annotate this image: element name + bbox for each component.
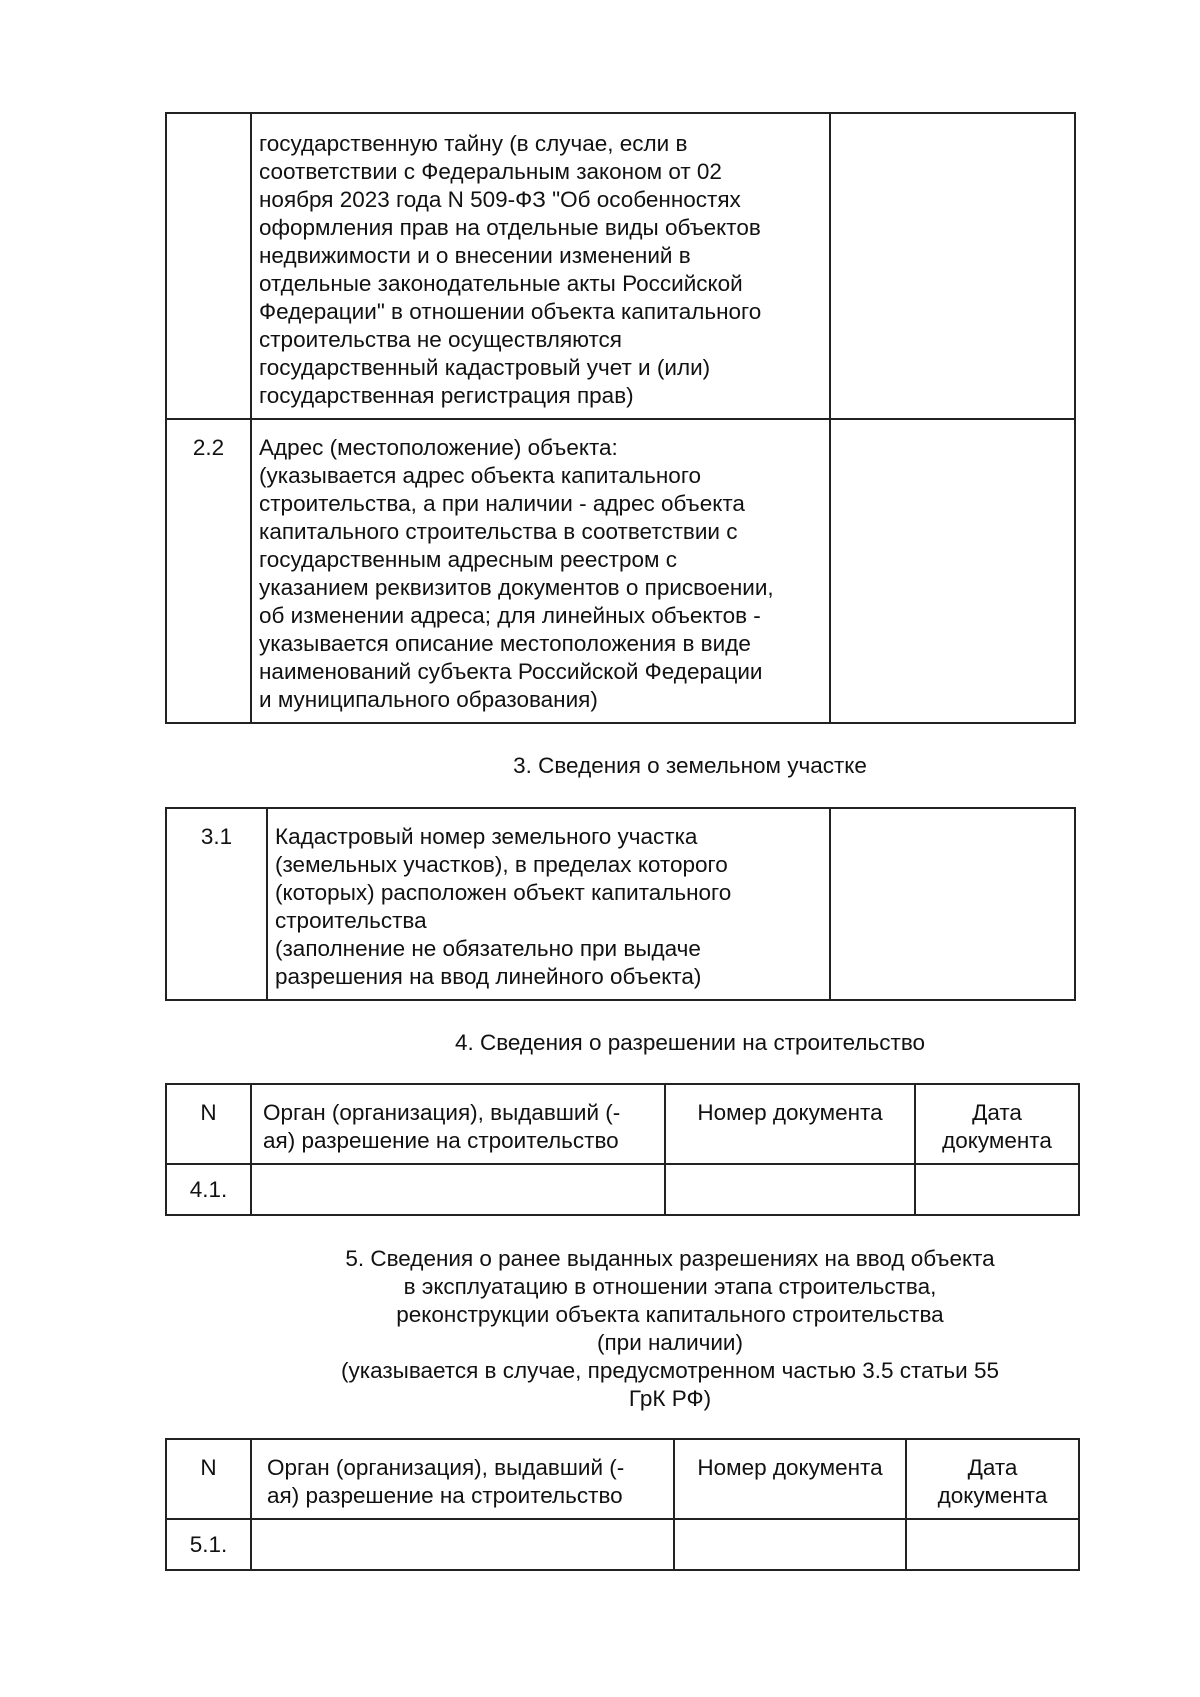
text-line: (которых) расположен объект капитального xyxy=(275,880,732,905)
heading-line: реконструкции объекта капитального строительства xyxy=(396,1302,944,1327)
value-cell[interactable] xyxy=(830,113,1075,419)
row-number: 3.1 xyxy=(166,808,267,1000)
text-line: наименований субъекта Российской Федерации xyxy=(259,659,763,684)
text-line: строительства xyxy=(275,908,427,933)
text-line: указанием реквизитов документов о присвоении, xyxy=(259,575,774,600)
text-line: ая) разрешение на строительство xyxy=(263,1128,619,1153)
text-line: документа xyxy=(942,1128,1052,1153)
section-4-table xyxy=(165,1083,1080,1216)
heading-line: (при наличии) xyxy=(597,1330,743,1355)
column-header-n: N xyxy=(166,1439,251,1519)
column-header-n: N xyxy=(166,1084,251,1164)
organ-cell[interactable] xyxy=(251,1519,674,1570)
column-header-organ xyxy=(251,1439,674,1519)
value-cell[interactable] xyxy=(830,419,1075,723)
text-line: строительства не осуществляются xyxy=(259,327,622,352)
text-line: Адрес (местоположение) объекта: xyxy=(259,435,618,460)
text-line: капитального строительства в соответствии с xyxy=(259,519,738,544)
text-line: недвижимости и о внесении изменений в xyxy=(259,243,691,268)
text-line: ая) разрешение на строительство xyxy=(267,1483,623,1508)
column-header-organ xyxy=(251,1084,665,1164)
row-description xyxy=(251,419,830,723)
section-4-heading: 4. Сведения о разрешении на строительство xyxy=(454,1030,926,1055)
text-line: указывается описание местоположения в виде xyxy=(259,631,751,656)
section-3-table xyxy=(165,807,1076,1001)
table-row xyxy=(166,1519,1079,1570)
table-header-row xyxy=(166,1084,1079,1164)
column-header-date xyxy=(915,1084,1079,1164)
text-line: Кадастровый номер земельного участка xyxy=(275,824,698,849)
organ-cell[interactable] xyxy=(251,1164,665,1215)
date-cell[interactable] xyxy=(906,1519,1079,1570)
text-line: ноября 2023 года N 509-ФЗ "Об особенностях xyxy=(259,187,741,212)
row-description xyxy=(267,808,830,1000)
text-line: и муниципального образования) xyxy=(259,687,598,712)
text-line: Федерации" в отношении объекта капитального xyxy=(259,299,762,324)
column-header-number: Номер документа xyxy=(674,1439,906,1519)
text-line: Орган (организация), выдавший (- xyxy=(263,1100,621,1125)
table-row xyxy=(166,808,1075,1000)
text-line: соответствии с Федеральным законом от 02 xyxy=(259,159,722,184)
heading-line: в эксплуатацию в отношении этапа строительства, xyxy=(403,1274,937,1299)
text-line: государственным адресным реестром с xyxy=(259,547,677,572)
section-2-table xyxy=(165,112,1076,724)
row-description xyxy=(251,113,830,419)
text-line: государственная регистрация прав) xyxy=(259,383,634,408)
text-line: оформления прав на отдельные виды объектов xyxy=(259,215,761,240)
text-line: государственный кадастровый учет и (или) xyxy=(259,355,711,380)
text-line: государственную тайну (в случае, если в xyxy=(259,131,688,156)
text-line: (указывается адрес объекта капитального xyxy=(259,463,702,488)
number-cell[interactable] xyxy=(674,1519,906,1570)
date-cell[interactable] xyxy=(915,1164,1079,1215)
table-row xyxy=(166,419,1075,723)
row-number: 5.1. xyxy=(166,1519,251,1570)
row-number: 2.2 xyxy=(166,419,251,723)
row-number: 4.1. xyxy=(166,1164,251,1215)
text-line: разрешения на ввод линейного объекта) xyxy=(275,964,702,989)
text-line: (земельных участков), в пределах которого xyxy=(275,852,728,877)
number-cell[interactable] xyxy=(665,1164,915,1215)
heading-line: (указывается в случае, предусмотренном частью 3.5 статьи 55 xyxy=(341,1358,999,1383)
column-header-date xyxy=(906,1439,1079,1519)
column-header-number: Номер документа xyxy=(665,1084,915,1164)
section-5-heading xyxy=(285,1245,1055,1413)
text-line: (заполнение не обязательно при выдаче xyxy=(275,936,701,961)
text-line: документа xyxy=(937,1483,1048,1508)
text-line: Дата xyxy=(967,1455,1018,1480)
text-line: отдельные законодательные акты Российской xyxy=(259,271,743,296)
row-number xyxy=(166,113,251,419)
heading-line: 5. Сведения о ранее выданных разрешениях на ввод объекта xyxy=(345,1246,995,1271)
section-3-heading: 3. Сведения о земельном участке xyxy=(513,753,867,778)
text-line: строительства, а при наличии - адрес объекта xyxy=(259,491,745,516)
table-header-row xyxy=(166,1439,1079,1519)
table-row xyxy=(166,113,1075,419)
text-line: Дата xyxy=(972,1100,1022,1125)
heading-line: ГрК РФ) xyxy=(628,1386,712,1411)
value-cell[interactable] xyxy=(830,808,1075,1000)
text-line: Орган (организация), выдавший (- xyxy=(267,1455,625,1480)
text-line: об изменении адреса; для линейных объектов - xyxy=(259,603,761,628)
table-row xyxy=(166,1164,1079,1215)
section-5-table xyxy=(165,1438,1080,1571)
